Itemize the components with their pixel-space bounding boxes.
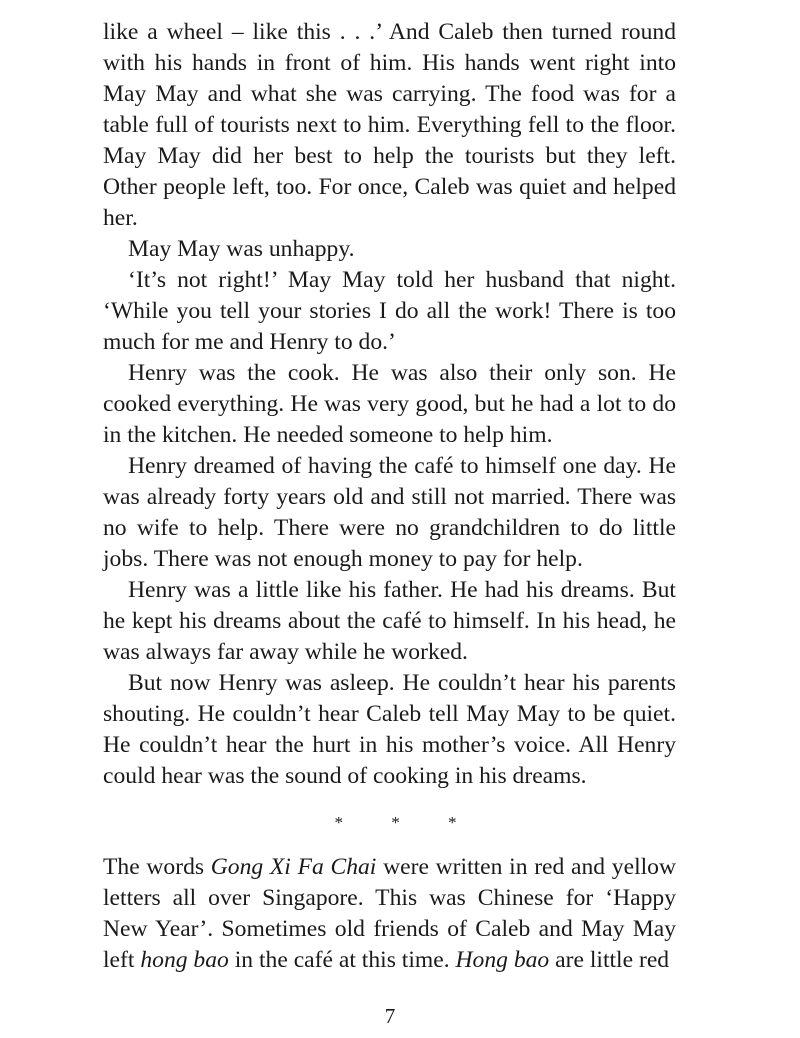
italic-text: hong bao [140,947,229,973]
paragraph [103,234,676,265]
text-run: are little red [549,947,670,973]
book-page [103,17,676,976]
italic-text: Hong bao [455,947,550,973]
text-run: May May was unhappy. [128,236,355,262]
paragraph [103,451,676,575]
paragraph [103,668,676,792]
paragraph [103,852,676,976]
text-run: ‘It’s not right!’ May May told her husband that night. ‘While you tell your stories I do all the work! There is too much for me and Henry to do.’ [103,267,676,355]
text-run: The words [103,854,211,880]
paragraph [103,575,676,668]
paragraph [103,358,676,451]
body-text [103,17,676,792]
text-run: like a wheel – like this . . .’ And Caleb then turned round with his hands in front of him. His hands went right into May May and what she was carrying. The food was for a table full of tourists next to him. Everything fell to the floor. May May did her best to help the tourists but they left. Other people left, too. For once, Caleb was quiet and helped her. [103,19,676,231]
text-run: Henry dreamed of having the café to himself one day. He was already forty years old and still not married. There was no wife to help. There were no grandchildren to do little jobs. There was not enough money to pay for help. [103,453,676,572]
text-run: were written in red and yellow letters all over Singapore. This was Chinese for ‘Happy New Year’. Sometimes old friends of Caleb and May May left [103,854,677,973]
text-run: Henry was the cook. He was also their only son. He cooked everything. He was very good, but he had a lot to do in the kitchen. He needed someone to help him. [103,360,676,448]
text-run: Henry was a little like his father. He had his dreams. But he kept his dreams about the café to himself. In his head, he was always far away while he worked. [103,577,676,665]
closing-text [103,852,676,976]
italic-text: Gong Xi Fa Chai [210,854,377,880]
page-number: 7 [384,1004,396,1028]
paragraph [103,17,676,234]
text-run: in the café at this time. [228,947,456,973]
paragraph [103,265,676,358]
section-break: * * * [334,813,457,832]
text-run: But now Henry was asleep. He couldn’t hear his parents shouting. He couldn’t hear Caleb tell May May to be quiet. He couldn’t hear the hurt in his mother’s voice. All Henry could hear was the sound of cooking in his dreams. [103,670,676,789]
